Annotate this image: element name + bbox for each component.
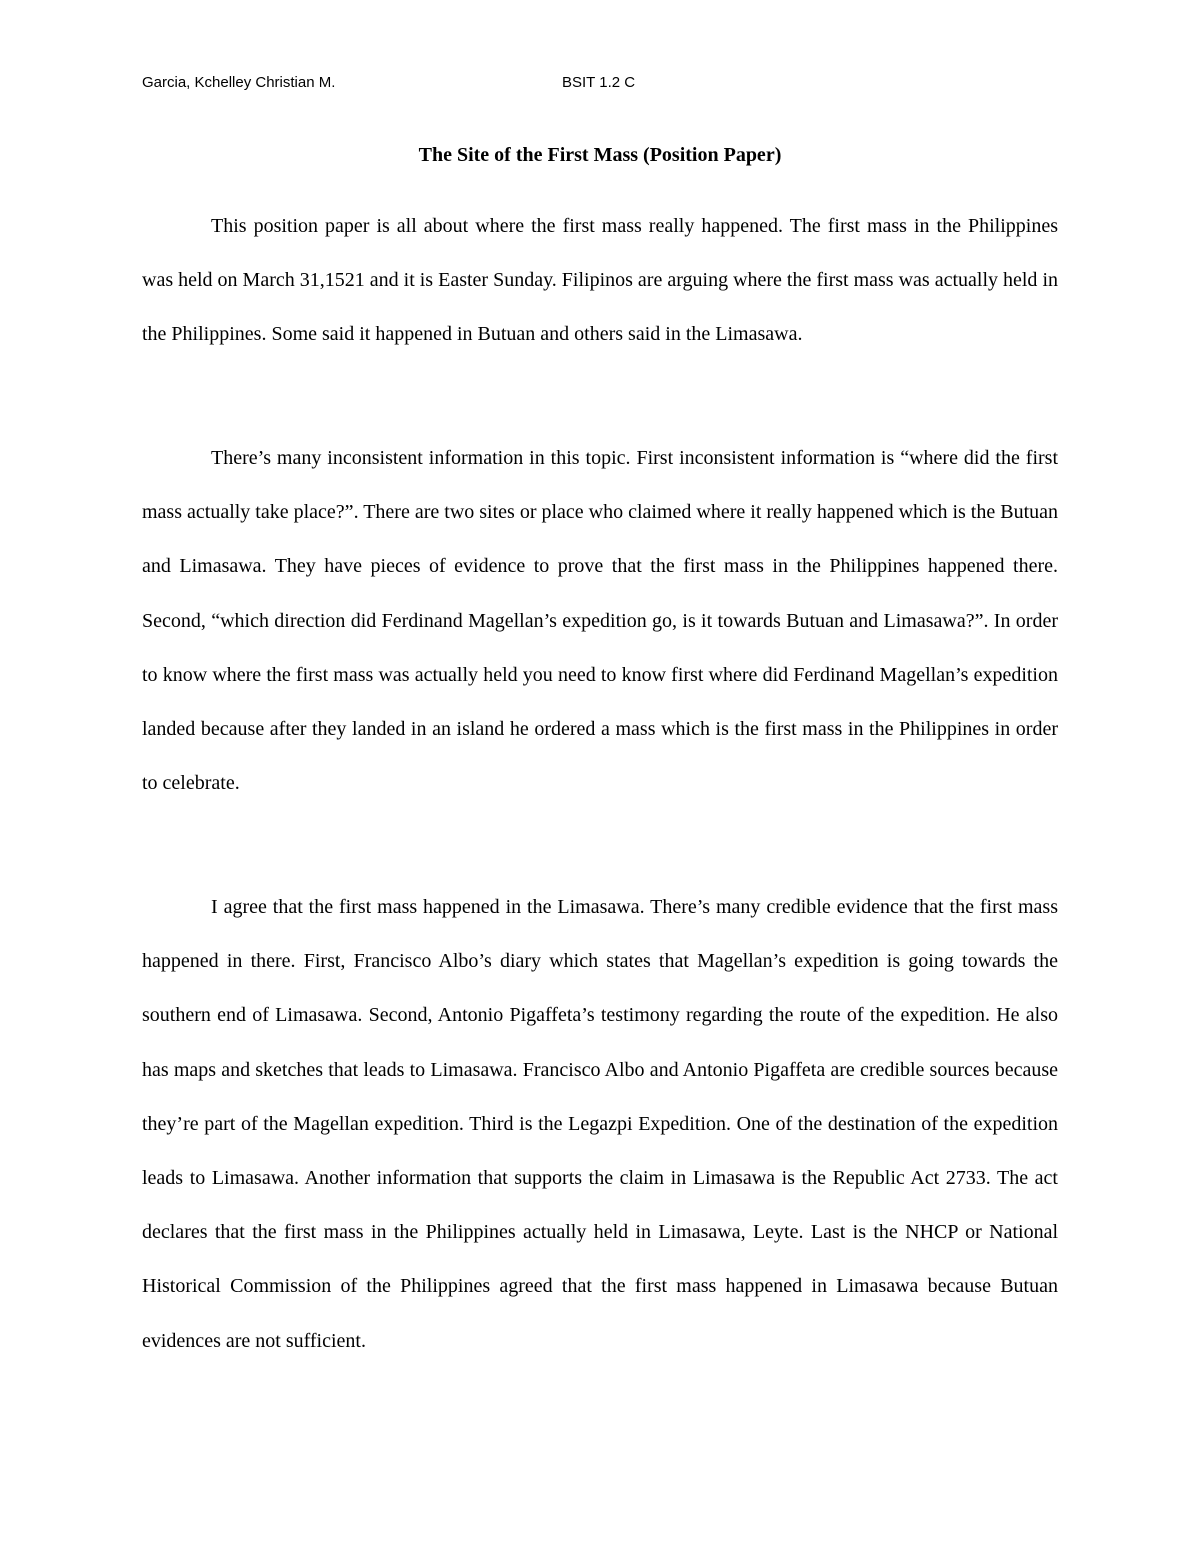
paragraph-position: I agree that the first mass happened in the Limasawa. There’s many credible evidence that the first mass happened in there. First, Francisco Albo’s diary which states that Magellan’s expedition is going towards the southern end of Limasawa. Second, Antonio Pigaffeta’s testimony regarding the route of the expedition. He also has maps and sketches that leads to Limasawa. Francisco Albo and Antonio Pigaffeta are credible sources because they’re part of the Magellan expedition. Third is the Legazpi Expedition. One of the destination of the expedition leads to Limasawa. Another information that supports the claim in Limasawa is the Republic Act 2733. The act declares that the first mass in the Philippines actually held in Limasawa, Leyte. Last is the NHCP or National Historical Commission of the Philippines agreed that the first mass happened in Limasawa because Butuan evidences are not sufficient. [142, 896, 1058, 1352]
paragraph-introduction: This position paper is all about where the first mass really happened. The first mass in the Philippines was held on March 31,1521 and it is Easter Sunday. Filipinos are arguing where the first mass was actually held in the Philippines. Some said it happened in Butuan and others said in the Limasawa. [142, 215, 1058, 346]
document-header [142, 74, 1058, 98]
paragraph-inconsistencies: There’s many inconsistent information in this topic. First inconsistent information is “where did the first mass actually take place?”. There are two sites or place who claimed where it really happened which is the Butuan and Limasawa. They have pieces of evidence to prove that the first mass in the Philippines happened there. Second, “which direction did Ferdinand Magellan’s expedition go, is it towards Butuan and Limasawa?”. In order to know where the first mass was actually held you need to know first where did Ferdinand Magellan’s expedition landed because after they landed in an island he ordered a mass which is the first mass in the Philippines in order to celebrate. [142, 447, 1058, 795]
course-section: BSIT 1.2 C [562, 74, 636, 91]
document-title: The Site of the First Mass (Position Paper) [418, 144, 782, 166]
author-name: Garcia, Kchelley Christian M. [142, 74, 336, 91]
